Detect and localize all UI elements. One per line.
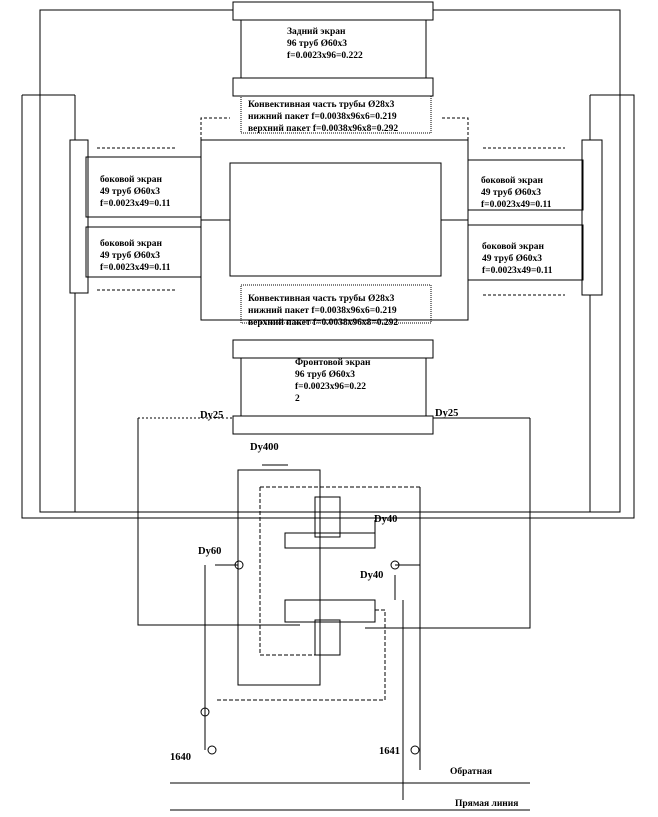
side-left-bottom-label: боковой экран 49 труб Ø60х3 f=0.0023х49=0.11 <box>100 239 171 273</box>
heat-exchanger <box>215 465 420 700</box>
front-screen-label: Фронтовой экран 96 труб Ø60х3 f=0.0023х96=0.22 2 <box>295 358 371 404</box>
side-right-top-label: боковой экран 49 труб Ø60х3 f=0.0023х49=0.11 <box>481 176 552 210</box>
dy25-headers <box>138 418 530 628</box>
rear-screen-label: Задний экран 96 труб Ø60х3 f=0.0023х96=0.222 <box>287 27 363 61</box>
convective-bottom-label: Конвективная часть трубы Ø28х3 нижний пакет f=0.0038х96х6=0.219 верхний пакет f=0.0038х96х8=0.292 <box>248 294 399 328</box>
dy60-label: Dy60 <box>198 546 222 557</box>
valve-1641-label: 1641 <box>379 746 400 757</box>
supply-line-label: Прямая линия <box>455 799 519 809</box>
dy40-a-label: Dy40 <box>374 514 398 525</box>
dy25-left-label: Dy25 <box>200 410 224 421</box>
side-left-top-label: боковой экран 49 труб Ø60х3 f=0.0023х49=0.11 <box>100 175 171 209</box>
convective-top-label: Конвективная часть трубы Ø28х3 нижний пакет f=0.0038х96х6=0.219 верхний пакет f=0.0038х96х8=0.292 <box>248 100 399 134</box>
dy25-right-label: Dy25 <box>435 408 459 419</box>
dy40-b-label: Dy40 <box>360 570 384 581</box>
dy400-label: Dy400 <box>250 442 279 453</box>
side-right-bottom-label: боковой экран 49 труб Ø60х3 f=0.0023х49=0.11 <box>482 242 553 276</box>
valve-1640-label: 1640 <box>170 752 191 763</box>
return-line-label: Обратная <box>450 767 492 777</box>
